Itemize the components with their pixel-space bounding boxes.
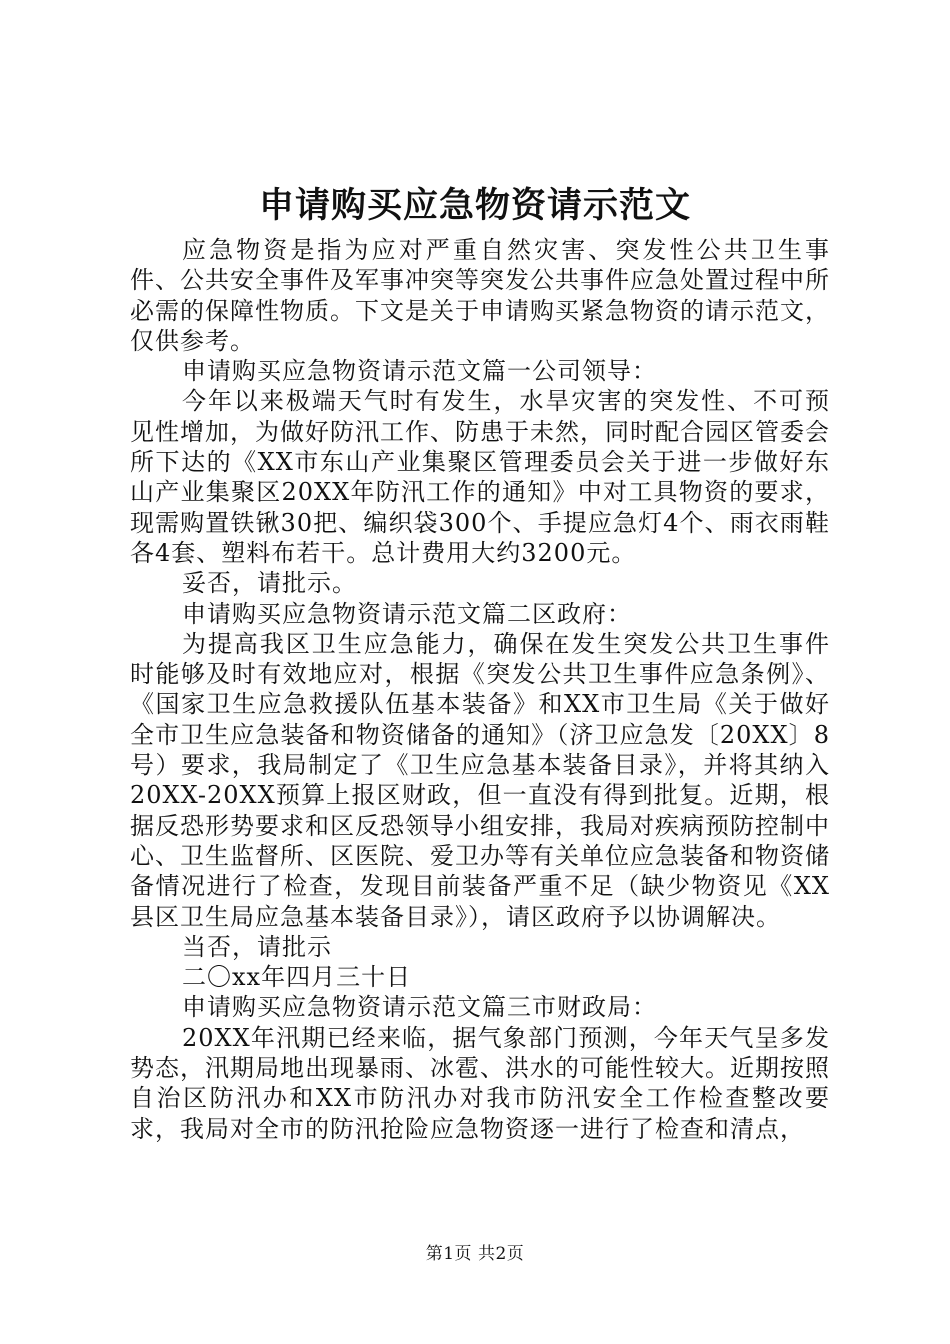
paragraph-content-2: 为提高我区卫生应急能力，确保在发生突发公共卫生事件时能够及时有效地应对，根据《突发公共卫生事件应急条例》、《国家卫生应急救援队伍基本装备》和XX市卫生局《关于做好全市卫生应急装备和物资储备的通知》（济卫应急发〔20XX〕8号）要求，我局制定了《卫生应急基本装备目录》，并将其纳入20XX-20XX预算上报区财政，但一直没有得到批复。近期，根据反恐形势要求和区反恐领导小组安排，我局对疾病预防控制中心、卫生监督所、区医院、爱卫办等有关单位应急装备和物资储备情况进行了检查，发现目前装备严重不足（缺少物资见《XX县区卫生局应急基本装备目录》），请区政府予以协调解决。 — [130, 629, 830, 931]
paragraph-closing-1: 妥否，请批示。 — [182, 569, 357, 598]
paragraph-intro: 应急物资是指为应对严重自然灾害、突发性公共卫生事件、公共安全事件及军事冲突等突发公共事件应急处置过程中所必需的保障性物质。下文是关于申请购买紧急物资的请示范文，仅供参考。 — [130, 236, 830, 355]
paragraph-content-1: 今年以来极端天气时有发生，水旱灾害的突发性、不可预见性增加，为做好防汛工作、防患于未然，同时配合园区管委会所下达的《XX市东山产业集聚区管理委员会关于进一步做好东山产业集聚区20XX年防汛工作的通知》中对工具物资的要求，现需购置铁锹30把、编织袋300个、手提应急灯4个、雨衣雨鞋各4套、塑料布若干。总计费用大约3200元。 — [130, 387, 830, 567]
document-body — [130, 235, 830, 1144]
paragraph-content-3: 20XX年汛期已经来临，据气象部门预测，今年天气呈多发势态，汛期局地出现暴雨、冰雹、洪水的可能性较大。近期按照自治区防汛办和XX市防汛办对我市防汛安全工作检查整改要求，我局对全市的防汛抢险应急物资逐一进行了检查和清点， — [130, 1023, 830, 1143]
paragraph-date: 二〇xx年四月三十日 — [182, 963, 412, 992]
paragraph-heading-2: 申请购买应急物资请示范文篇二区政府： — [182, 599, 632, 628]
page-number-footer: 第1页 共2页 — [425, 1244, 525, 1264]
paragraph-closing-2: 当否，请批示 — [182, 932, 332, 961]
paragraph-heading-1: 申请购买应急物资请示范文篇一公司领导： — [182, 357, 657, 386]
paragraph-heading-3: 申请购买应急物资请示范文篇三市财政局： — [182, 993, 657, 1022]
document-title: 申请购买应急物资请示范文 — [258, 185, 691, 226]
